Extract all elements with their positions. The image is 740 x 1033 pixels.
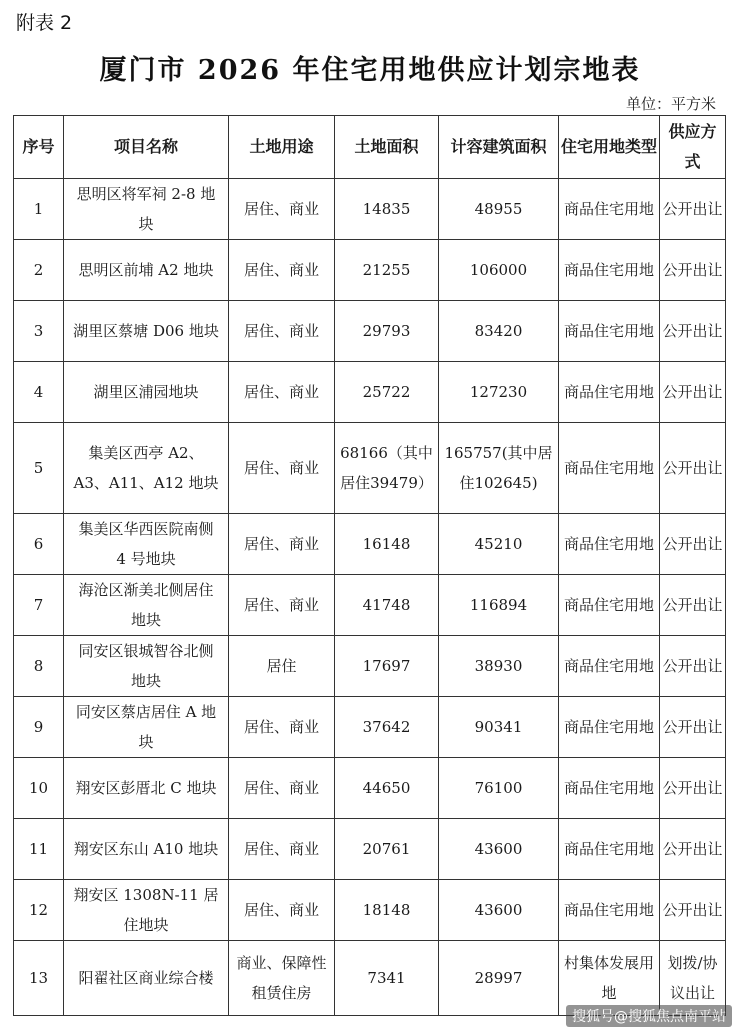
- cell-name: 思明区将军祠 2-8 地块: [64, 179, 229, 240]
- cell-use: 居住、商业: [229, 758, 335, 819]
- cell-supply: 公开出让: [660, 423, 726, 514]
- cell-type: 商品住宅用地: [559, 514, 660, 575]
- table-row: [14, 880, 726, 941]
- table-row: [14, 301, 726, 362]
- cell-area: 20761: [335, 819, 439, 880]
- table-row: [14, 514, 726, 575]
- header-type: 住宅用地类型: [559, 116, 660, 179]
- header-no: 序号: [14, 116, 64, 179]
- cell-use: 居住、商业: [229, 880, 335, 941]
- cell-name: 海沧区渐美北侧居住地块: [64, 575, 229, 636]
- unit-label: 单位：平方米: [625, 95, 716, 113]
- cell-name: 翔安区彭厝北 C 地块: [64, 758, 229, 819]
- cell-use: 居住、商业: [229, 362, 335, 423]
- cell-type: 商品住宅用地: [559, 636, 660, 697]
- cell-area: 25722: [335, 362, 439, 423]
- cell-no: 8: [14, 636, 64, 697]
- table-row: [14, 697, 726, 758]
- cell-supply: 公开出让: [660, 179, 726, 240]
- cell-area: 21255: [335, 240, 439, 301]
- cell-far-area: 43600: [439, 880, 559, 941]
- cell-name: 阳翟社区商业综合楼: [64, 941, 229, 1016]
- cell-far-area: 38930: [439, 636, 559, 697]
- cell-area: 41748: [335, 575, 439, 636]
- cell-area: 18148: [335, 880, 439, 941]
- cell-use: 居住: [229, 636, 335, 697]
- table-row: [14, 423, 726, 514]
- cell-no: 5: [14, 423, 64, 514]
- watermark: 搜狐号@搜狐焦点南平站: [566, 1005, 732, 1027]
- cell-no: 11: [14, 819, 64, 880]
- cell-use: 居住、商业: [229, 423, 335, 514]
- cell-use: 居住、商业: [229, 240, 335, 301]
- table-row: [14, 636, 726, 697]
- cell-far-area: 127230: [439, 362, 559, 423]
- cell-no: 1: [14, 179, 64, 240]
- cell-name: 集美区华西医院南侧 4 号地块: [64, 514, 229, 575]
- cell-use: 商业、保障性租赁住房: [229, 941, 335, 1016]
- cell-name: 思明区前埔 A2 地块: [64, 240, 229, 301]
- cell-name: 集美区西亭 A2、A3、A11、A12 地块: [64, 423, 229, 514]
- cell-name: 翔安区 1308N-11 居住地块: [64, 880, 229, 941]
- cell-type: 商品住宅用地: [559, 423, 660, 514]
- cell-type: 商品住宅用地: [559, 819, 660, 880]
- cell-type: 商品住宅用地: [559, 362, 660, 423]
- cell-type: 商品住宅用地: [559, 758, 660, 819]
- cell-supply: 公开出让: [660, 880, 726, 941]
- cell-use: 居住、商业: [229, 697, 335, 758]
- cell-use: 居住、商业: [229, 514, 335, 575]
- cell-area: 37642: [335, 697, 439, 758]
- header-supply: 供应方式: [660, 116, 726, 179]
- cell-supply: 公开出让: [660, 362, 726, 423]
- cell-use: 居住、商业: [229, 301, 335, 362]
- cell-type: 村集体发展用地: [559, 941, 660, 1016]
- cell-supply: 公开出让: [660, 301, 726, 362]
- cell-supply: 公开出让: [660, 575, 726, 636]
- cell-type: 商品住宅用地: [559, 697, 660, 758]
- cell-no: 12: [14, 880, 64, 941]
- cell-supply: 公开出让: [660, 636, 726, 697]
- table-row: [14, 575, 726, 636]
- cell-name: 湖里区蔡塘 D06 地块: [64, 301, 229, 362]
- cell-name: 湖里区浦园地块: [64, 362, 229, 423]
- table-row: [14, 758, 726, 819]
- table-row: [14, 819, 726, 880]
- cell-far-area: 43600: [439, 819, 559, 880]
- cell-use: 居住、商业: [229, 179, 335, 240]
- cell-supply: 公开出让: [660, 758, 726, 819]
- cell-far-area: 83420: [439, 301, 559, 362]
- header-use: 土地用途: [229, 116, 335, 179]
- cell-area: 17697: [335, 636, 439, 697]
- cell-type: 商品住宅用地: [559, 575, 660, 636]
- cell-area: 14835: [335, 179, 439, 240]
- cell-no: 13: [14, 941, 64, 1016]
- cell-far-area: 106000: [439, 240, 559, 301]
- cell-no: 10: [14, 758, 64, 819]
- cell-area: 68166（其中居住39479）: [335, 423, 439, 514]
- cell-supply: 公开出让: [660, 514, 726, 575]
- cell-supply: 公开出让: [660, 697, 726, 758]
- cell-far-area: 28997: [439, 941, 559, 1016]
- cell-type: 商品住宅用地: [559, 301, 660, 362]
- cell-no: 4: [14, 362, 64, 423]
- cell-type: 商品住宅用地: [559, 880, 660, 941]
- header-area: 土地面积: [335, 116, 439, 179]
- cell-no: 7: [14, 575, 64, 636]
- cell-name: 翔安区东山 A10 地块: [64, 819, 229, 880]
- cell-use: 居住、商业: [229, 575, 335, 636]
- cell-no: 3: [14, 301, 64, 362]
- cell-use: 居住、商业: [229, 819, 335, 880]
- cell-far-area: 48955: [439, 179, 559, 240]
- cell-supply: 公开出让: [660, 819, 726, 880]
- cell-area: 7341: [335, 941, 439, 1016]
- table-row: [14, 362, 726, 423]
- table-row: [14, 179, 726, 240]
- cell-far-area: 165757(其中居住102645): [439, 423, 559, 514]
- cell-supply: 公开出让: [660, 240, 726, 301]
- cell-far-area: 116894: [439, 575, 559, 636]
- cell-far-area: 90341: [439, 697, 559, 758]
- cell-name: 同安区银城智谷北侧地块: [64, 636, 229, 697]
- table-header-row: [14, 116, 726, 179]
- page-title: 厦门市 2026 年住宅用地供应计划宗地表: [99, 55, 641, 86]
- cell-far-area: 76100: [439, 758, 559, 819]
- land-supply-table: [13, 115, 726, 1016]
- cell-supply: 划拨/协议出让: [660, 941, 726, 1016]
- cell-no: 2: [14, 240, 64, 301]
- cell-area: 29793: [335, 301, 439, 362]
- cell-type: 商品住宅用地: [559, 179, 660, 240]
- cell-type: 商品住宅用地: [559, 240, 660, 301]
- cell-area: 44650: [335, 758, 439, 819]
- header-name: 项目名称: [64, 116, 229, 179]
- header-far-area: 计容建筑面积: [439, 116, 559, 179]
- table-row: [14, 240, 726, 301]
- cell-no: 9: [14, 697, 64, 758]
- appendix-label: 附表 2: [16, 12, 73, 34]
- cell-far-area: 45210: [439, 514, 559, 575]
- cell-no: 6: [14, 514, 64, 575]
- cell-area: 16148: [335, 514, 439, 575]
- cell-name: 同安区蔡店居住 A 地块: [64, 697, 229, 758]
